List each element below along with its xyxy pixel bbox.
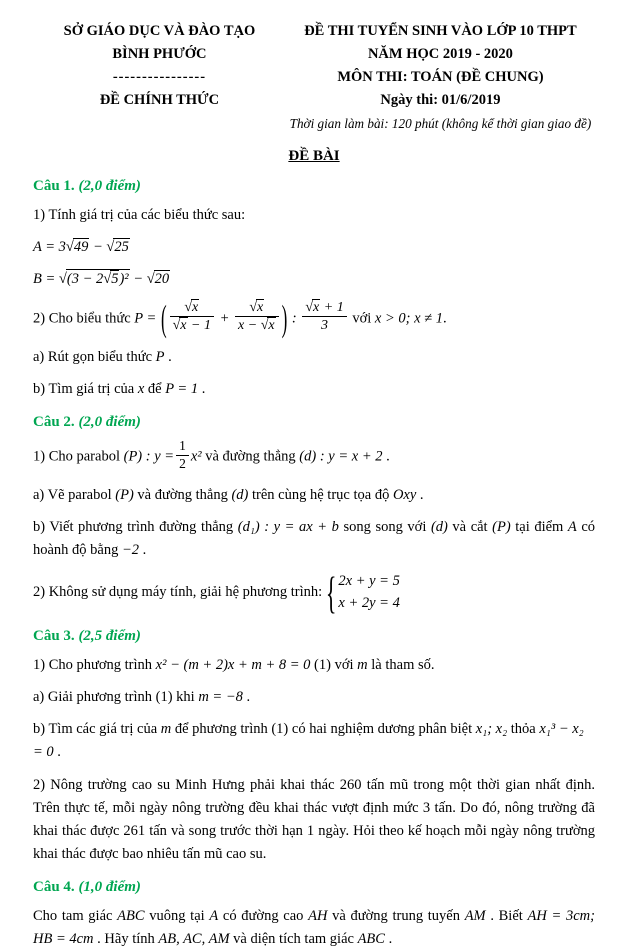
- q1-heading: [33, 178, 595, 195]
- radical: √ x: [249, 300, 264, 315]
- radical: √ x: [173, 318, 188, 333]
- province-name: BÌNH PHƯỚC: [112, 46, 207, 62]
- radical: √ x: [305, 300, 320, 315]
- radical: √ (3 − 2 √ 5)²: [59, 271, 130, 287]
- system-eq2: x + 2y = 4: [338, 595, 400, 611]
- q2-item2: 2) Không sử dụng máy tính, giải hệ phương trình: { 2x + y = 5 x + 2y = 4: [33, 571, 595, 615]
- q2-b: b) Viết phương trình đường thẳng (d₁) : y = ax + b song song với (d) và cắt (P) tại điểm A có hoành độ bằng −2 .: [33, 518, 596, 559]
- radical: √ 25: [106, 239, 129, 255]
- q3-item1: 1) Cho phương trình x² − (m + 2)x + m + 8 = 0 (1) với m là tham số.: [33, 656, 435, 673]
- q3-points: (2,5 điểm): [78, 627, 141, 644]
- q4-points: (1,0 điểm): [78, 879, 141, 896]
- q4-heading: [33, 879, 595, 896]
- radical: √ x: [261, 318, 276, 333]
- q1-item2: 2) Cho biểu thức P = ( √ x √ x − 1 + √ $\frac{x}{x - √ x}$ ) : √ $\frac{x + 1}{3}$ với x > 0; x ≠ 1.: [33, 301, 595, 337]
- fraction: √ $\frac{x + 1}{3}$: [302, 299, 346, 335]
- subject: MÔN THI: TOÁN (ĐỀ CHUNG): [337, 69, 544, 85]
- q3-label: Câu 3.: [33, 627, 75, 644]
- q1-item1: 1) Tính giá trị của các biểu thức sau:: [33, 207, 246, 223]
- department-name: SỞ GIÁO DỤC VÀ ĐÀO TẠO: [63, 23, 256, 39]
- exam-title: ĐỀ THI TUYỂN SINH VÀO LỚP 10 THPT: [304, 23, 577, 39]
- q1-points: (2,0 điểm): [78, 178, 141, 194]
- q3-b: b) Tìm các giá trị của m để phương trình (1) có hai nghiệm dương phân biệt x₁; x₂ thỏa x₁³ − x₂ = 0 .: [33, 721, 584, 761]
- official-exam-label: ĐỀ CHÍNH THỨC: [99, 92, 220, 108]
- header-department-block: [33, 20, 286, 135]
- system-brace: {: [325, 567, 337, 618]
- radical: √ 5: [103, 271, 119, 287]
- q2-item1: 1) Cho parabol (P) : y = $\frac{1}{2}$ x² và đường thẳng (d) : y = x + 2 .: [33, 437, 390, 471]
- q3-a: a) Giải phương trình (1) khi m = −8 .: [33, 688, 251, 705]
- document-header: [33, 20, 595, 135]
- fraction: $\frac{1}{2}$: [176, 438, 189, 473]
- q1-expr-a: A = 3 √ 49 − √ 25: [33, 236, 595, 259]
- q1-expr-b: B = √ (3 − 2 √ 5)² − √ 20: [33, 268, 595, 291]
- q2-points: (2,0 điểm): [78, 413, 141, 430]
- q1-label: Câu 1.: [33, 178, 75, 194]
- radical: √ 20: [147, 271, 170, 287]
- q1-a: a) Rút gọn biểu thức P .: [33, 348, 172, 365]
- big-rparen: ): [281, 297, 288, 340]
- radical: √ x: [184, 300, 199, 315]
- q4-label: Câu 4.: [33, 879, 75, 896]
- q3-item2: 2) Nông trường cao su Minh Hưng phải khai thác 260 tấn mũ trong một thời gian nhất định. Trên thực tế, mỗi ngày nông trường đều khai thác vượt định mức 3 tấn. Do đó, nông trường đã khai thác được 261 tấn và song trước thời hạn 1 ngày. Hỏi theo kế hoạch mỗi ngày nông trường khai thác được bao nhiêu tấn mũ cao su.: [33, 776, 595, 863]
- q4-paragraph: Cho tam giác ABC vuông tại A có đường cao AH và đường trung tuyến AM . Biết AH = 3cm; HB = 4cm . Hãy tính AB, AC, AM và diện tích tam giác ABC .: [33, 908, 595, 948]
- exam-date: Ngày thi: 01/6/2019: [380, 92, 501, 108]
- radical: √ 49: [66, 239, 89, 255]
- divider-dashes: ----------------: [112, 69, 207, 85]
- time-note: Thời gian làm bài: 120 phút (không kể thời gian giao đề): [289, 116, 592, 131]
- header-exam-block: [286, 20, 595, 135]
- school-year: NĂM HỌC 2019 - 2020: [367, 46, 513, 62]
- q2-label: Câu 2.: [33, 413, 75, 430]
- doc-title: ĐỀ BÀI: [288, 148, 340, 164]
- big-lparen: (: [160, 297, 167, 340]
- q2-heading: [33, 414, 595, 431]
- q2-a: a) Vẽ parabol (P) và đường thẳng (d) trên cùng hệ trục tọa độ Oxy .: [33, 486, 424, 503]
- q3-heading: [33, 628, 595, 645]
- system-eq1: 2x + y = 5: [338, 573, 400, 590]
- equation-system: [325, 567, 400, 618]
- q1-b: b) Tìm giá trị của x để P = 1 .: [33, 380, 206, 397]
- fraction: √ $\frac{x}{x - √ x}$: [235, 299, 279, 335]
- fraction: √ x √ x − 1: [170, 299, 214, 335]
